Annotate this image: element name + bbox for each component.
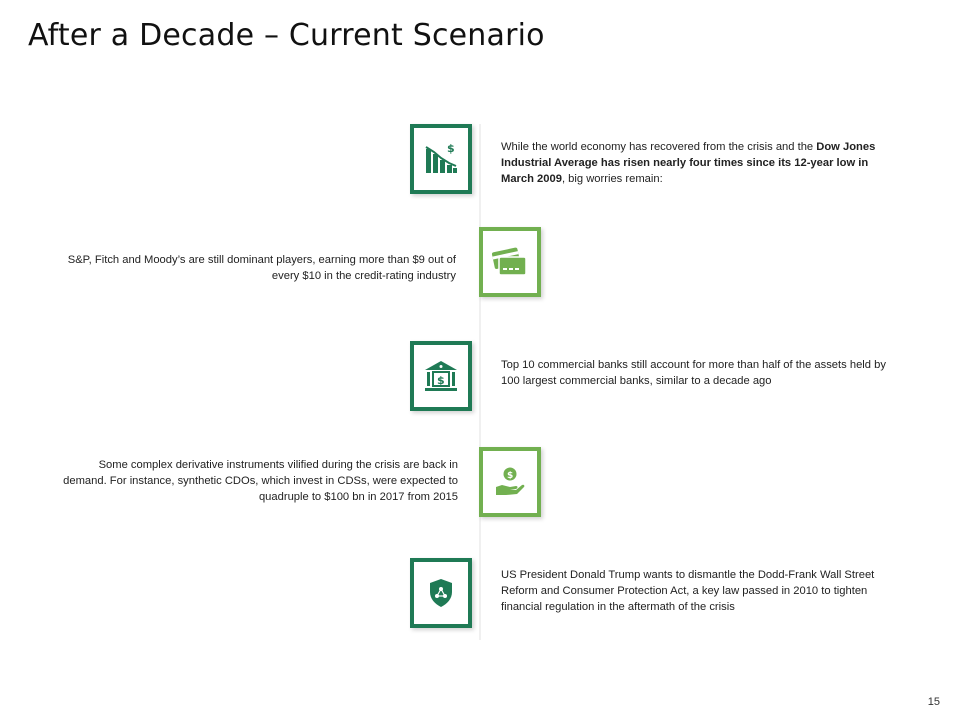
svg-text:$: $ (507, 471, 514, 481)
item-4-text: Some complex derivative instruments vilified during the crisis are back in demand. For instance, synthetic CDOs, which invest in CDSs, were expected to quadruple to $100 bn in 2017 from 2015 (63, 459, 458, 503)
svg-text:$: $ (437, 374, 445, 387)
icon-box-4 (479, 447, 541, 517)
page-number: 15 (927, 696, 940, 708)
item-1-highlight: Dow Jones Industrial Average has risen nearly four times since its 12-year low in March 2009 (501, 141, 876, 185)
icon-box-3 (410, 341, 472, 411)
timeline-spine (479, 124, 481, 640)
hand-coin-icon (493, 465, 527, 499)
item-5-text: US President Donald Trump wants to dismantle the Dodd-Frank Wall Street Reform and Consumer Protection Act, a key law passed in 2010 to tighten financial regulation in the aftermath of the crisis (501, 569, 875, 613)
svg-text:$: $ (447, 142, 455, 155)
credit-card-icon (491, 245, 529, 279)
item-3-text: Top 10 commercial banks still account for more than half of the assets held by 100 largest commercial banks, similar to a decade ago (501, 359, 886, 387)
icon-box-1 (410, 124, 472, 194)
slide-title: After a Decade – Current Scenario (28, 18, 545, 53)
icon-box-2 (479, 227, 541, 297)
item-1-text: While the world economy has recovered from the crisis and the Dow Jones Industrial Average has risen nearly four times since its 12-year low in March 2009, big worries remain: (501, 141, 876, 185)
shield-network-icon (427, 577, 455, 609)
chart-dollar-decline-icon (423, 141, 459, 177)
item-2-text: S&P, Fitch and Moody’s are still dominant players, earning more than $9 out of every $10 in the credit-rating industry (67, 254, 456, 282)
icon-box-5 (410, 558, 472, 628)
bank-dollar-icon (423, 359, 459, 393)
